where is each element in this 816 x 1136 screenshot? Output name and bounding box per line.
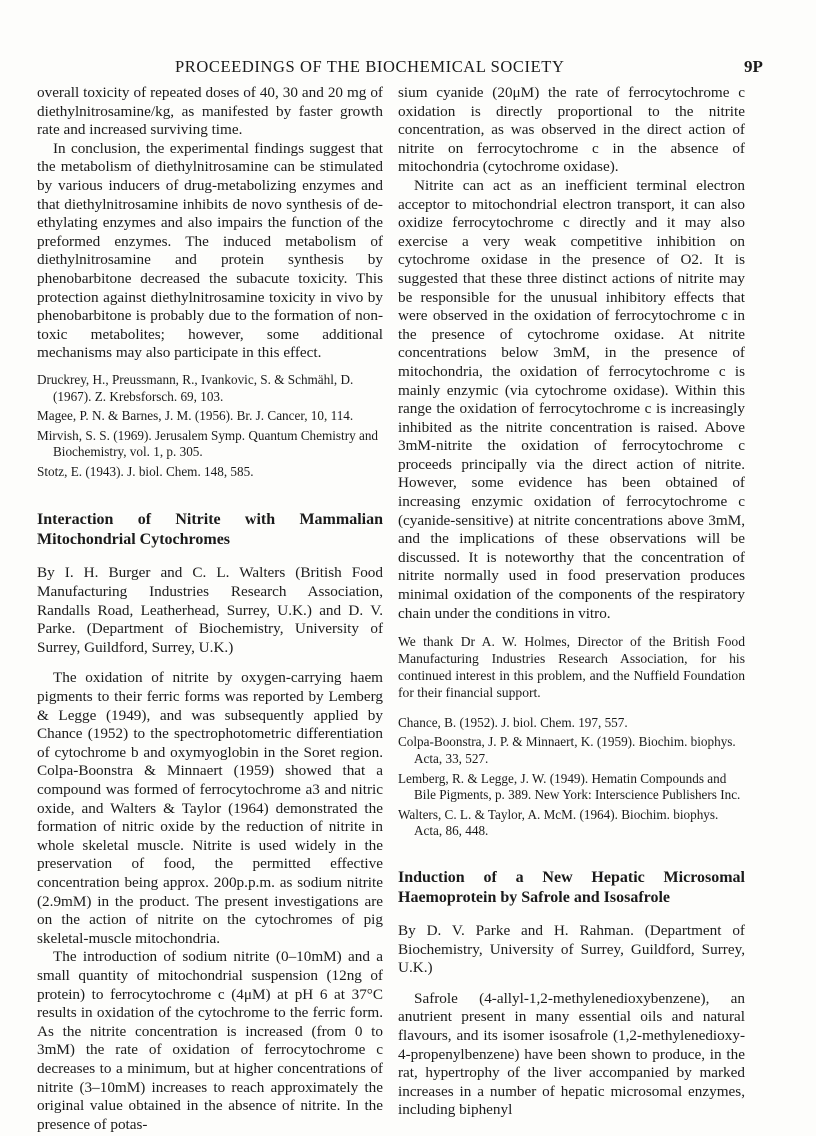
article-title: Interaction of Nitrite with Mammalian Mitochondrial Cytochromes <box>37 511 383 549</box>
continuation-paragraph: sium cyanide (20μM) the rate of ferrocytochrome c oxidation is directly proportional to the nitrite concentration, as was observed in the direct action of nitrite on ferrocytochrome c in the absence of mitochondria (cytochrome oxidase). <box>398 84 745 176</box>
article-paragraph: Nitrite can act as an inefficient terminal electron acceptor to mitochondrial electron transport, it can also oxidize ferrocytochrome c directly and it may also exercise a very weak competitive inhibition on cytochrome oxidase in the presence of O2. It is suggested that these three distinct actions of nitrite may be responsible for the unusual inhibitory effects that were observed in the oxidation of ferrocytochrome c in the presence of cytochrome oxidase. At nitrite concentrations below 3mM, in the presence of mitochondria, the oxidation of ferrocytochrome c is mainly enzymic (via cytochrome oxidase). Within this range the oxidation of ferrocytochrome c is increasingly inhibited as the nitrite concentration is raised. Above 3mM-nitrite the oxidation of ferrocytochrome c proceeds principally via the direct action of nitrite. However, some evidence has been obtained of increasing enzymic oxidation of ferrocytochrome c (cyanide-sensitive) at nitrite concentrations above 3mM, and the implications of these observations will be discussed. It is noteworthy that the concentration of nitrite normally used in food preservation produces minimal oxidation of the components of the respiratory chain under the conditions in vitro. <box>398 176 745 622</box>
reference-item: Walters, C. L. & Taylor, A. McM. (1964). Biochim. biophys. Acta, 86, 448. <box>398 806 719 839</box>
page-header <box>0 57 816 81</box>
article-paragraph: The introduction of sodium nitrite (0–10mM) and a small quantity of mitochondrial suspension (12ng of protein) to ferrocytochrome c (4μM) at pH 6 at 37°C results in oxidation of the cytochrome to the ferric form. As the nitrite concentration is increased (from 0 to 3mM) the rate of oxidation of ferrocytochrome c decreases to a minimum, but at higher concentrations of nitrite (3–10mM) increases to reach approximately the original value obtained in the absence of nitrite. In the presence of potas- <box>37 948 383 1133</box>
article-paragraph: Safrole (4-allyl-1,2-methylenedioxybenzene), an anutrient present in many essential oils and natural flavours, and its isomer isosafrole (1,2-methylenedioxy-4-propenylbenzene) have been shown to produce, in the rat, hypertrophy of the liver accompanied by marked increases in a number of hepatic microsomal enzymes, including biphenyl <box>398 989 745 1119</box>
reference-list <box>37 372 383 481</box>
reference-item: Colpa-Boonstra, J. P. & Minnaert, K. (1959). Biochim. biophys. Acta, 33, 527. <box>398 734 736 766</box>
reference-item: Lemberg, R. & Legge, J. W. (1949). Hematin Compounds and Bile Pigments, p. 389. New York: Interscience Publishers Inc. <box>398 770 741 803</box>
article-byline: By I. H. Burger and C. L. Walters (British Food Manufacturing Industries Research Association, Randalls Road, Leatherhead, Surrey, U.K.) and D. V. Parke. (Department of Biochemistry, University of Surrey, Guildford, Surrey, U.K.) <box>37 564 383 656</box>
reference-item: Chance, B. (1952). J. biol. Chem. 197, 557. <box>398 714 628 730</box>
reference-item: Stotz, E. (1943). J. biol. Chem. 148, 585. <box>37 463 254 479</box>
journal-title: PROCEEDINGS OF THE BIOCHEMICAL SOCIETY <box>175 57 565 76</box>
article-title: Induction of a New Hepatic Microsomal Haemoprotein by Safrole and Isosafrole <box>398 868 745 906</box>
reference-item: Druckrey, H., Preussmann, R., Ivankovic, S. & Schmähl, D. (1967). Z. Krebsforsch. 69, 103. <box>37 371 354 404</box>
left-column <box>37 84 383 1134</box>
reference-list <box>398 715 745 840</box>
reference-item: Mirvish, S. S. (1969). Jerusalem Symp. Quantum Chemistry and Biochemistry, vol. 1, p. 305. <box>37 427 379 460</box>
conclusion-paragraph: In conclusion, the experimental findings suggest that the metabolism of diethylnitrosamine can be stimulated by various inducers of drug-metabolizing enzymes and that diethylnitrosamine inhibits de novo synthesis of de-ethylating enzymes and also impairs the function of the preformed enzymes. The induced metabolism of diethylnitrosamine and protein synthesis by phenobarbitone decreased the subacute toxicity. This protection against diethylnitrosamine toxicity in vivo by phenobarbitone is probably due to the formation of non-toxic metabolites; however, some additional mechanisms may also participate in this effect. <box>37 139 383 362</box>
article-byline: By D. V. Parke and H. Rahman. (Department of Biochemistry, University of Surrey, Guildford, Surrey, U.K.) <box>398 921 745 977</box>
acknowledgement: We thank Dr A. W. Holmes, Director of the British Food Manufacturing Industries Research Association, for his continued interest in this problem, and the Nuffield Foundation for their financial support. <box>398 634 745 701</box>
right-column <box>398 84 745 1120</box>
article-paragraph: The oxidation of nitrite by oxygen-carrying haem pigments to their ferric forms was reported by Lemberg & Legge (1949), and was subsequently applied by Chance (1952) to the spectrophotometric differentiation of cytochrome b and oxymyoglobin in the Soret region. Colpa-Boonstra & Minnaert (1959) showed that a compound was formed of ferrocytochrome a3 and nitric oxide, and Walters & Taylor (1964) demonstrated the formation of nitric oxide by the reduction of nitrite in whole skeletal muscle. Nitrite is used widely in the preservation of food, the permitted effective concentration being approx. 200p.p.m. as sodium nitrite (2.9mM) in the product. The present investigations are on the action of nitrite on the cytochromes of pig skeletal-muscle mitochondria. <box>37 669 383 947</box>
page-number: 9P <box>744 57 763 76</box>
reference-item: Magee, P. N. & Barnes, J. M. (1956). Br. J. Cancer, 10, 114. <box>37 408 354 424</box>
continuation-paragraph: overall toxicity of repeated doses of 40, 30 and 20 mg of diethylnitrosamine/kg, as manifested by faster growth rate and increased surviving time. <box>37 84 383 139</box>
